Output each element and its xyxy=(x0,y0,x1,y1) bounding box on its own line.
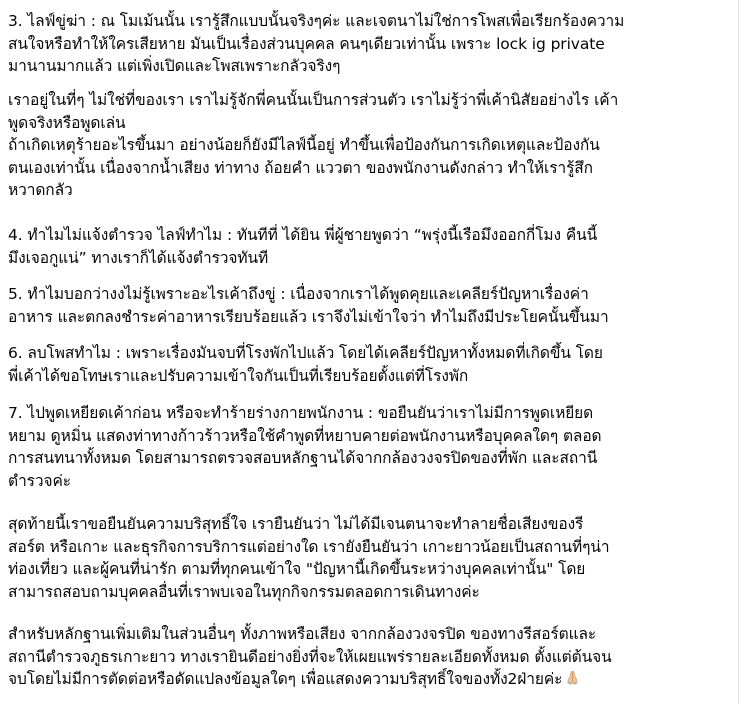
text-line: ตำรวจค่ะ xyxy=(8,471,71,490)
text-line: อาหาร และตกลงชำระค่าอาหารเรียบร้อยแล้ว เราจึงไม่เข้าใจว่า ทำไมถึงมีประโยคนั้นขึ้นมา xyxy=(8,307,609,326)
paragraph-7-insult xyxy=(8,402,730,492)
paragraph-evidence xyxy=(8,623,730,691)
text-line: เราอยู่ในที่ๆ ไม่ใช่ที่ของเรา เราไม่รู้จักพี่คนนั้นเป็นการส่วนตัว เราไม่รู้ว่าพี่เค้านิสัยอย่างไร เค้า xyxy=(8,91,619,109)
text-line: พูดจริงหรือพูดเล่น xyxy=(8,113,126,132)
text-line: ถ้าเกิดเหตุร้ายอะไรขึ้นมา อย่างน้อยก็ยังมีไลฟ์นี้อยู่ ทำขึ้นเพื่อป้องกันการเกิดเหตุและป้องกัน xyxy=(8,136,600,154)
text-line: สำหรับหลักฐานเพิ่มเติมในส่วนอื่นๆ ทั้งภาพหรือเสียง จากกล้องวงจรปิด ของทางรีสอร์ตและ xyxy=(8,625,597,643)
text-line: 3. ไลฟ์ขู่ฆ่า : ณ โมเม้นนั้น เรารู้สึกแบบนั้นจริงๆค่ะ และเจตนาไม่ใช่การโพสเพื่อเรียกร้องความ xyxy=(8,12,625,30)
text-line: 5. ทำไมบอกว่างงไม่รู้เพราะอะไรเค้าถึงขู่ : เนื่องจากเราได้พูดคุยและเคลียร์ปัญหาเรื่องค่า xyxy=(8,285,589,303)
text-line: สุดท้ายนี้เราขอยืนยันความบริสุทธิ์ใจ เรายืนยันว่า ไม่ได้มีเจนตนาจะทำลายชื่อเสียงของรี xyxy=(8,515,584,533)
paragraph-4-police xyxy=(8,224,730,269)
text-line: 7. ไปพูดเหยียดเค้าก่อน หรือจะทำร้ายร่างกายพนักงาน : ขอยืนยันว่าเราไม่มีการพูดเหยียด xyxy=(8,404,594,422)
text-line: สอร์ต หรือเกาะ และธุรกิจการบริการแต่อย่างใด เรายังยืนยันว่า เกาะยาวน้อยเป็นสถานที่ๆน่า xyxy=(8,537,610,556)
text-line: ตนเองเท่านั้น เนื่องจากน้ำเสียง ท่าทาง ถ้อยคำ แววตา ของพนักงานดังกล่าว ทำให้เรารู้สึก xyxy=(8,158,593,177)
text-line: สถานีตำรวจภูธรเกาะยาว ทางเรายินดีอย่างยิ่งที่จะให้เผยแพร่รายละเอียดทั้งหมด ตั้งแต่ต้นจน xyxy=(8,647,612,666)
text-line: 6. ลบโพสทำไม : เพราะเรื่องมันจบที่โรงพักไปแล้ว โดยได้เคลียร์ปัญหาทั้งหมดที่เกิดขึ้น โดย xyxy=(8,344,603,362)
text-line: การสนทนาทั้งหมด โดยสามารถตรวจสอบหลักฐานได้จากกล้องวงจรปิดของที่พัก และสถานี xyxy=(8,449,598,467)
text-line: สนใจหรือทำให้ใครเสียหาย มันเป็นเรื่องส่วนบุคคล คนๆเดียวเท่านั้น เพราะ lock ig private xyxy=(8,34,605,53)
paragraph-5-confused xyxy=(8,283,730,328)
text-line: หวาดกลัว xyxy=(8,181,73,199)
text-line xyxy=(8,668,730,691)
text-line: สามารถสอบถามบุคคลอื่นที่เราพบเจอในทุกกิจกรรมตลอดการเดินทางค่ะ xyxy=(8,582,480,601)
text-line-content: จบโดยไม่มีการตัดต่อหรือดัดแปลงข้อมูลใดๆ เพื่อแสดงความบริสุทธิ์ใจของทั้ง2ฝ่ายค่ะ xyxy=(8,670,563,688)
paragraph-conclusion xyxy=(8,513,730,603)
text-line: พี่เค้าได้ขอโทษเราและปรับความเข้าใจกันเป็นที่เรียบร้อยตั้งแต่ที่โรงพัก xyxy=(8,366,469,385)
text-line: 4. ทำไมไม่แจ้งตำรวจ ไลฟ์ทำไม : ทันทีที่ ได้ยิน พี่ผู้ชายพูดว่า “พรุ่งนี้เรือมึงออกกี่โมง คืนนี้ xyxy=(8,226,598,244)
text-line: มึงเจอกูแน่” ทางเราก็ได้แจ้งตำรวจทันที xyxy=(8,248,269,267)
paragraph-3-live-threat xyxy=(8,10,730,78)
paragraph-6-deleted xyxy=(8,342,730,387)
paragraph-context xyxy=(8,89,730,202)
text-line: หยาม ดูหมิ่น แสดงท่าทางก้าวร้าวหรือใช้คำพูดที่หยาบคายต่อพนักงานหรือบุคคลใดๆ ตลอด xyxy=(8,426,602,445)
folded-hands-icon xyxy=(564,669,581,686)
text-line: ท่องเที่ยว และผู้คนที่น่ารัก ตามที่ทุกคนเข้าใจ "ปัญหานี้เกิดขึ้นระหว่างบุคคลเท่านั้น" โดย xyxy=(8,560,586,578)
text-line: มานานมากแล้ว แต่เพิ่งเปิดและโพสเพราะกลัวจริงๆ xyxy=(8,57,341,75)
